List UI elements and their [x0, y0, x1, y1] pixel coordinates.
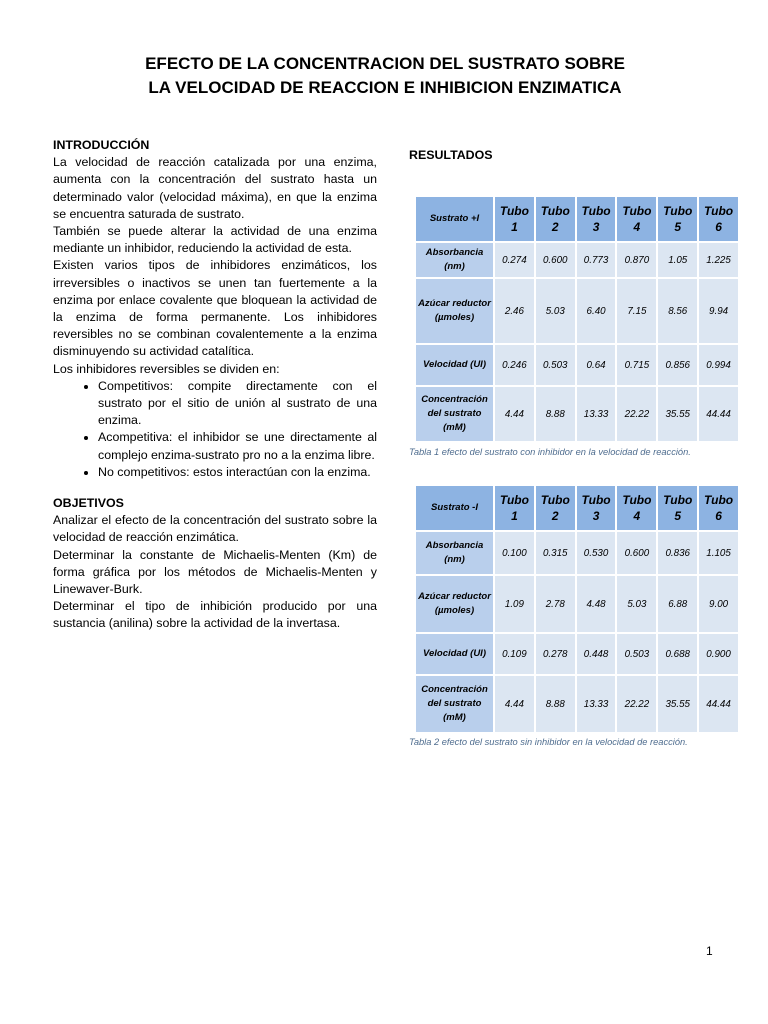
- table-cell: 2.46: [494, 278, 535, 344]
- results-table-1: [414, 195, 740, 443]
- table-cell: 6.40: [576, 278, 617, 344]
- table-row: [415, 344, 739, 386]
- table-cell: 44.44: [698, 386, 739, 442]
- column-header: Tubo 6: [698, 196, 739, 242]
- row-header: Absorbancia (nm): [415, 242, 494, 278]
- table-cell: 13.33: [576, 386, 617, 442]
- row-header: Concentración del sustrato (mM): [415, 386, 494, 442]
- row-header: Azúcar reductor (µmoles): [415, 278, 494, 344]
- intro-paragraph: Los inhibidores reversibles se dividen en:: [53, 361, 280, 376]
- table-1-caption: Tabla 1 efecto del sustrato con inhibidor en la velocidad de reacción.: [409, 447, 691, 457]
- table-cell: 0.64: [576, 344, 617, 386]
- table-header-row: [415, 196, 739, 242]
- table-cell: 0.503: [535, 344, 576, 386]
- table-cell: 0.773: [576, 242, 617, 278]
- table-cell: 4.44: [494, 386, 535, 442]
- row-header: Azúcar reductor (µmoles): [415, 575, 494, 633]
- row-header: Velocidad (UI): [415, 633, 494, 675]
- table-row: [415, 675, 739, 733]
- table-2-caption: Tabla 2 efecto del sustrato sin inhibidor en la velocidad de reacción.: [409, 737, 688, 747]
- table-cell: 6.88: [657, 575, 698, 633]
- left-column: [53, 137, 377, 633]
- introduction-heading: INTRODUCCIÓN: [53, 138, 150, 152]
- intro-paragraph: También se puede alterar la actividad de una enzima mediante un inhibidor, reduciendo la actividad de esta.: [53, 224, 377, 256]
- table-cell: 22.22: [616, 386, 657, 442]
- table-cell: 0.315: [535, 531, 576, 575]
- objective-paragraph: Analizar el efecto de la concentración del sustrato sobre la velocidad de reacción enzimática.: [53, 513, 377, 545]
- row-header: Concentración del sustrato (mM): [415, 675, 494, 733]
- table-cell: 1.09: [494, 575, 535, 633]
- row-header: Absorbancia (nm): [415, 531, 494, 575]
- table-cell: 0.836: [657, 531, 698, 575]
- table-cell: 0.274: [494, 242, 535, 278]
- table-cell: 0.100: [494, 531, 535, 575]
- table-cell: 7.15: [616, 278, 657, 344]
- table-cell: 1.225: [698, 242, 739, 278]
- intro-paragraph: La velocidad de reacción catalizada por una enzima, aumenta con la concentración del sustrato hasta un determinado valor (velocidad máxima), en que la enzima se encuentra saturada de sustrato.: [53, 155, 377, 221]
- table-cell: 1.105: [698, 531, 739, 575]
- table-cell: 0.994: [698, 344, 739, 386]
- title-line-2: LA VELOCIDAD DE REACCION E INHIBICION ENZIMATICA: [148, 78, 622, 97]
- objective-paragraph: Determinar el tipo de inhibición producido por una sustancia (anilina) sobre la actividad de la invertasa.: [53, 599, 377, 631]
- table-cell: 0.688: [657, 633, 698, 675]
- objective-paragraph: Determinar la constante de Michaelis-Menten (Km) de forma gráfica por los métodos de Michaelis-Menten y Linewaver-Burk.: [53, 547, 377, 597]
- column-header: Tubo 5: [657, 485, 698, 531]
- table-row: [415, 278, 739, 344]
- table-cell: 0.870: [616, 242, 657, 278]
- table-cell: 22.22: [616, 675, 657, 733]
- page-number: 1: [706, 944, 713, 958]
- table-cell: 0.278: [535, 633, 576, 675]
- intro-paragraph: Existen varios tipos de inhibidores enzimáticos, los irreversibles o inactivos se unen tan fuertemente a la enzima por enlace covalente que bloquean la actividad de la enzima de forma permanente. Los inhibidores reversibles no se combinan covalentemente a la enzima disminuyendo su actividad catalítica.: [53, 258, 377, 359]
- results-table-2: [414, 484, 740, 734]
- table-corner-cell: Sustrato +I: [415, 196, 494, 242]
- table-cell: 8.88: [535, 675, 576, 733]
- table-cell: 35.55: [657, 386, 698, 442]
- table-cell: 0.715: [616, 344, 657, 386]
- objectives-heading: OBJETIVOS: [53, 496, 124, 511]
- table-cell: 4.48: [576, 575, 617, 633]
- column-header: Tubo 5: [657, 196, 698, 242]
- document-title: [80, 52, 690, 100]
- results-heading: RESULTADOS: [409, 148, 493, 162]
- column-header: Tubo 1: [494, 196, 535, 242]
- column-header: Tubo 3: [576, 485, 617, 531]
- column-header: Tubo 2: [535, 196, 576, 242]
- table-header-row: [415, 485, 739, 531]
- introduction-section: [53, 137, 377, 481]
- title-line-1: EFECTO DE LA CONCENTRACION DEL SUSTRATO SOBRE: [145, 54, 625, 73]
- column-header: Tubo 4: [616, 485, 657, 531]
- table-row: [415, 575, 739, 633]
- table-cell: 0.900: [698, 633, 739, 675]
- table-row: [415, 633, 739, 675]
- table-cell: 0.503: [616, 633, 657, 675]
- objectives-section: [53, 495, 377, 633]
- table-row: [415, 242, 739, 278]
- list-item: • Competitivos: compite directamente con el sustrato por el sitio de unión al sustrato de una enzima.: [98, 378, 377, 430]
- table-cell: 8.88: [535, 386, 576, 442]
- column-header: Tubo 1: [494, 485, 535, 531]
- table-cell: 0.530: [576, 531, 617, 575]
- column-header: Tubo 3: [576, 196, 617, 242]
- table-row: [415, 531, 739, 575]
- table-cell: 4.44: [494, 675, 535, 733]
- table-corner-cell: Sustrato -I: [415, 485, 494, 531]
- table-cell: 44.44: [698, 675, 739, 733]
- column-header: Tubo 2: [535, 485, 576, 531]
- inhibitor-types-list: [53, 378, 377, 481]
- column-header: Tubo 6: [698, 485, 739, 531]
- table-cell: 5.03: [616, 575, 657, 633]
- table-cell: 9.94: [698, 278, 739, 344]
- table-cell: 8.56: [657, 278, 698, 344]
- table-cell: 5.03: [535, 278, 576, 344]
- table-cell: 0.856: [657, 344, 698, 386]
- row-header: Velocidad (UI): [415, 344, 494, 386]
- column-header: Tubo 4: [616, 196, 657, 242]
- table-row: [415, 386, 739, 442]
- table-cell: 0.600: [616, 531, 657, 575]
- table-cell: 0.448: [576, 633, 617, 675]
- list-item: • Acompetitiva: el inhibidor se une directamente al complejo enzima-sustrato pro no a la enzima libre.: [98, 429, 377, 463]
- table-cell: 35.55: [657, 675, 698, 733]
- table-cell: 9.00: [698, 575, 739, 633]
- table-cell: 2.78: [535, 575, 576, 633]
- table-cell: 0.109: [494, 633, 535, 675]
- table-cell: 0.246: [494, 344, 535, 386]
- table-cell: 1.05: [657, 242, 698, 278]
- list-item: • No competitivos: estos interactúan con la enzima.: [98, 464, 377, 481]
- table-cell: 13.33: [576, 675, 617, 733]
- table-cell: 0.600: [535, 242, 576, 278]
